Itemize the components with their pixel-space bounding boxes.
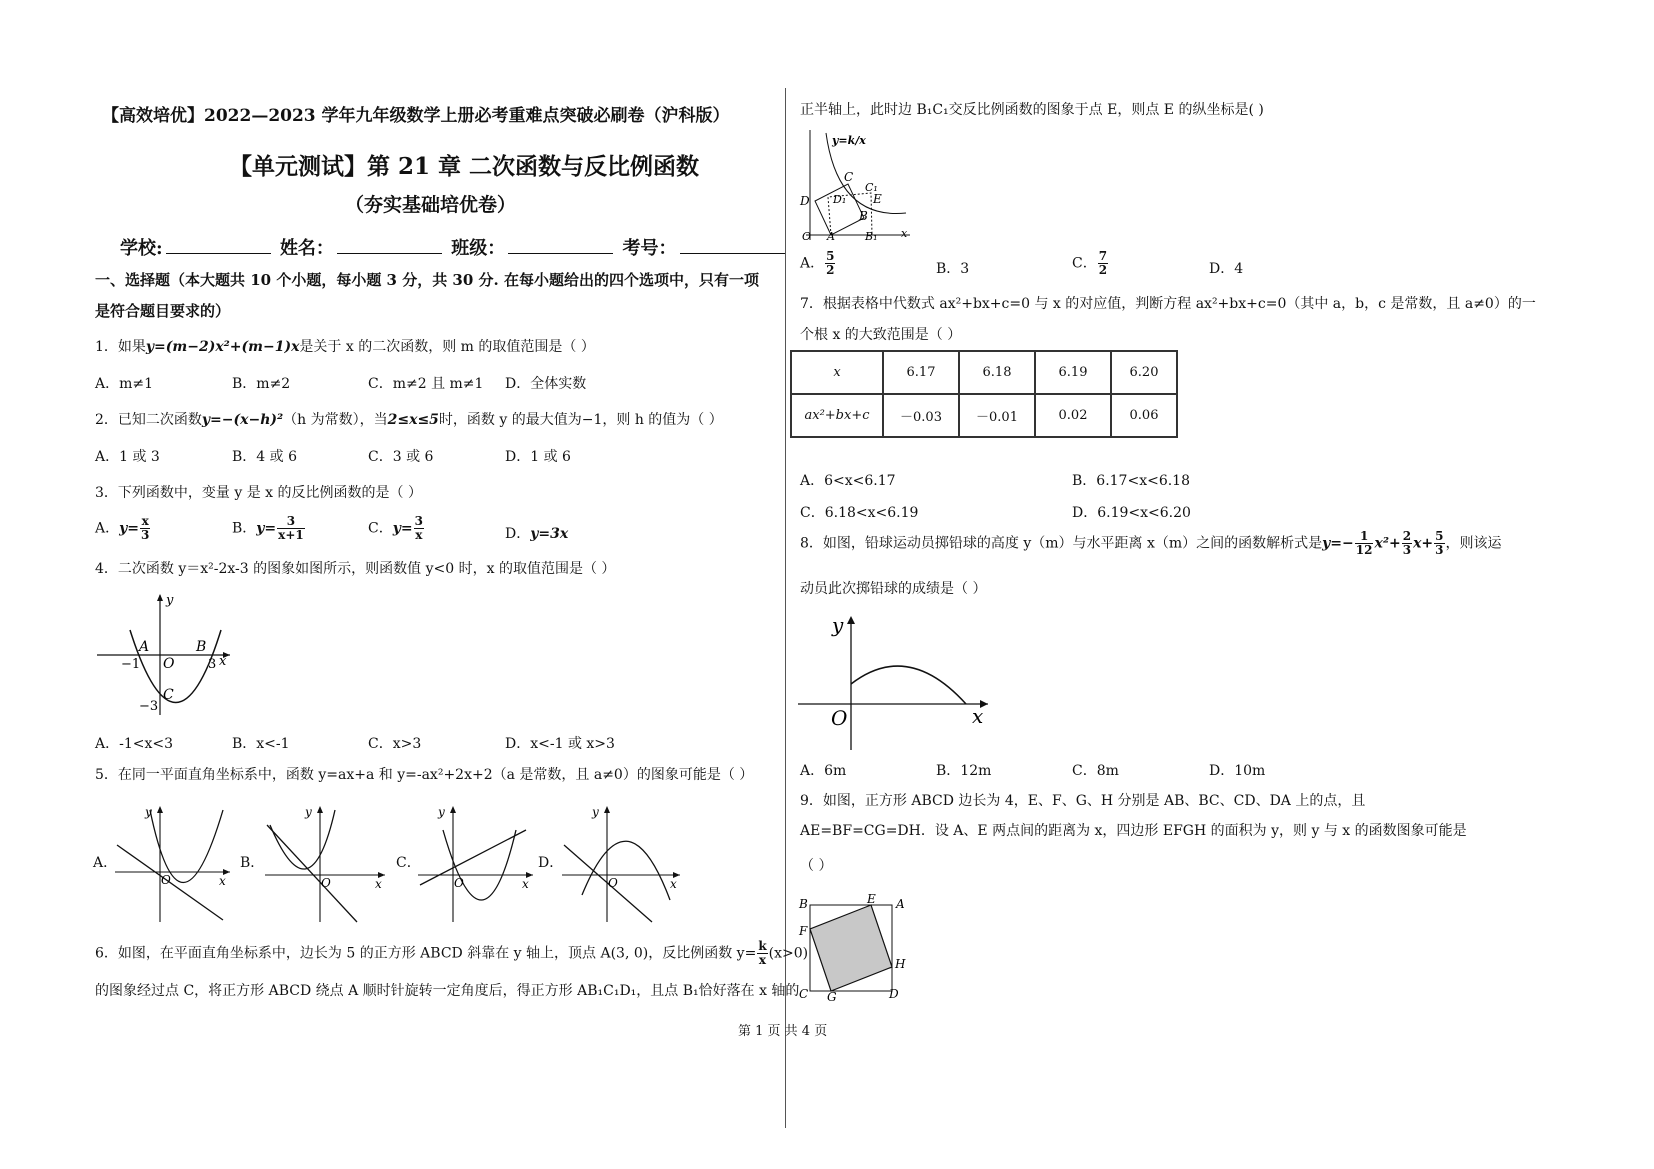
q4-label-3: 3 bbox=[208, 657, 217, 672]
svg-text:C: C bbox=[799, 987, 809, 1001]
question-6-line2: 的图象经过点 C，将正方形 ABCD 绕点 A 顺时针旋转一定角度后，得正方形 AB₁C₁D₁，且点 B₁恰好落在 x 轴的 bbox=[95, 983, 800, 999]
q7-table-row-value bbox=[791, 394, 1177, 437]
question-1 bbox=[95, 336, 595, 356]
q7-cell: ax²+bx+c bbox=[791, 394, 883, 437]
q7-option-d[interactable]: D．6.19<x<6.20 bbox=[1072, 505, 1191, 521]
q5-graph-b bbox=[265, 800, 390, 925]
q2-suffix: 时，函数 y 的最大值为−1，则 h 的值为（ ） bbox=[438, 412, 723, 428]
svg-text:y: y bbox=[145, 805, 152, 819]
q2-option-d[interactable]: D．1 或 6 bbox=[505, 449, 571, 465]
q2-option-c[interactable]: C．3 或 6 bbox=[368, 449, 434, 465]
class-blank[interactable] bbox=[508, 239, 613, 254]
exam-no-label: 考号： bbox=[622, 238, 677, 259]
q4-point-c: C bbox=[163, 687, 174, 703]
q4-point-a: A bbox=[139, 639, 150, 655]
svg-text:x: x bbox=[219, 874, 226, 888]
q1-option-a[interactable]: A．m≠1 bbox=[95, 376, 154, 392]
q4-option-b[interactable]: B．x<-1 bbox=[232, 736, 290, 752]
q4-x-label: x bbox=[219, 654, 227, 669]
q7-value-table bbox=[790, 350, 1178, 438]
q8-option-c[interactable]: C．8m bbox=[1072, 763, 1119, 779]
q2-mid: （h 为常数），当 bbox=[283, 412, 388, 428]
q2-option-b[interactable]: B．4 或 6 bbox=[232, 449, 298, 465]
class-label: 班级： bbox=[451, 238, 506, 259]
exam-no-blank[interactable] bbox=[680, 239, 785, 254]
q8-option-d[interactable]: D．10m bbox=[1209, 763, 1266, 779]
q7-cell: －0.03 bbox=[883, 394, 959, 437]
question-9-line3: （ ） bbox=[800, 858, 833, 874]
svg-text:D: D bbox=[889, 987, 899, 1001]
svg-text:O: O bbox=[608, 876, 618, 890]
name-blank[interactable] bbox=[337, 239, 442, 254]
svg-text:B: B bbox=[799, 897, 808, 911]
svg-text:O: O bbox=[321, 876, 331, 890]
name-label: 姓名： bbox=[279, 238, 334, 259]
q8-option-b[interactable]: B．12m bbox=[936, 763, 992, 779]
svg-text:x: x bbox=[972, 704, 984, 728]
q4-point-b: B bbox=[196, 639, 207, 655]
q4-origin: O bbox=[163, 656, 175, 672]
section-heading-line1: 一、选择题（本大题共 10 个小题，每小题 3 分，共 30 分. 在每小题给出的四个选项中，只有一项 bbox=[95, 271, 759, 289]
svg-text:y: y bbox=[592, 805, 599, 819]
q1-suffix: 是关于 x 的二次函数，则 m 的取值范围是（ ） bbox=[299, 339, 595, 355]
q3-c-fraction: $\frac{3}{x}$ bbox=[414, 514, 423, 542]
question-8-line2: 动员此次掷铅球的成绩是（ ） bbox=[800, 581, 987, 597]
svg-text:y: y bbox=[305, 805, 312, 819]
q7-cell: －0.01 bbox=[959, 394, 1035, 437]
q7-cell: 6.17 bbox=[883, 351, 959, 394]
page-subtitle: （夯实基础培优卷） bbox=[345, 194, 517, 216]
q2-prefix: 2．已知二次函数 bbox=[95, 412, 202, 428]
q4-y-label: y bbox=[166, 593, 174, 608]
svg-text:O: O bbox=[161, 873, 171, 887]
q1-option-d[interactable]: D．全体实数 bbox=[505, 376, 587, 392]
q7-cell: 0.06 bbox=[1111, 394, 1177, 437]
svg-text:H: H bbox=[895, 957, 906, 971]
q4-label-m1: −1 bbox=[121, 657, 141, 672]
q5-option-c[interactable]: C． bbox=[396, 855, 421, 871]
q6-fraction: $\frac{k}{x}$ bbox=[758, 939, 767, 967]
q3-a-fraction: $\frac{x}{3}$ bbox=[141, 514, 150, 542]
q7-cell: 0.02 bbox=[1035, 394, 1111, 437]
q8-trajectory bbox=[851, 666, 966, 704]
section-heading-line2: 是符合题目要求的） bbox=[95, 302, 231, 320]
question-3: 3．下列函数中，变量 y 是 x 的反比例函数的是（ ） bbox=[95, 485, 422, 501]
question-9-line2: AE=BF=CG=DH．设 A、E 两点间的距离为 x，四边形 EFGH 的面积为 y，则 y 与 x 的函数图象可能是 bbox=[800, 823, 1467, 839]
svg-text:x: x bbox=[522, 877, 529, 891]
svg-text:A: A bbox=[896, 897, 905, 911]
svg-text:y: y bbox=[832, 613, 844, 637]
svg-text:G: G bbox=[827, 990, 837, 1004]
q3-option-d[interactable]: D．y=3x bbox=[505, 526, 569, 542]
q7-cell: 6.20 bbox=[1111, 351, 1177, 394]
page-title: 【单元测试】第 21 章 二次函数与反比例函数 bbox=[229, 153, 700, 180]
svg-text:x: x bbox=[375, 877, 382, 891]
q4-option-c[interactable]: C．x>3 bbox=[368, 736, 422, 752]
q9-square-graph bbox=[797, 893, 912, 1005]
q2-formula: y=−(x−h)² bbox=[201, 412, 284, 428]
q7-option-c[interactable]: C．6.18<x<6.19 bbox=[800, 505, 919, 521]
q6-option-a[interactable]: A． $\frac{5}{2}$ bbox=[800, 249, 835, 277]
q7-cell: 6.19 bbox=[1035, 351, 1111, 394]
q4-parabola-graph bbox=[95, 590, 235, 720]
question-8-line1: 8．如图，铅球运动员掷铅球的高度 y（m）与水平距离 x（m）之间的函数解析式是y=− $\frac{1}{12}$ x²+ $\frac{2}{3}$ x+ $\frac{5}{3}$ ，则该运 bbox=[800, 529, 1502, 557]
question-6-line3: 正半轴上，此时边 B₁C₁交反比例函数的图象于点 E，则点 E 的纵坐标是( ) bbox=[800, 102, 1264, 118]
q1-option-c[interactable]: C．m≠2 且 m≠1 bbox=[368, 376, 484, 392]
document-header: 【高效培优】2022—2023 学年九年级数学上册必考重难点突破必刷卷（沪科版） bbox=[102, 106, 730, 126]
q6-square-graph bbox=[798, 125, 913, 243]
svg-text:E: E bbox=[867, 893, 876, 906]
q4-option-d[interactable]: D．x<-1 或 x>3 bbox=[505, 736, 615, 752]
q6-option-c[interactable]: C． $\frac{7}{2}$ bbox=[1072, 249, 1108, 277]
school-blank[interactable] bbox=[166, 239, 271, 254]
q3-option-c[interactable]: C．y= $\frac{3}{x}$ bbox=[368, 514, 423, 542]
q4-option-a[interactable]: A．-1<x<3 bbox=[95, 736, 174, 752]
question-2 bbox=[95, 409, 723, 429]
svg-text:D: D bbox=[800, 194, 810, 208]
q3-b-fraction: $\frac{3}{x+1}$ bbox=[278, 514, 304, 542]
svg-text:B₁: B₁ bbox=[865, 230, 878, 243]
svg-text:B: B bbox=[859, 209, 868, 223]
question-5: 5．在同一平面直角坐标系中，函数 y=ax+a 和 y=-ax²+2x+2（a 是常数，且 a≠0）的图象可能是（ ） bbox=[95, 767, 754, 783]
q1-formula: y=(m−2)x²+(m−1)x bbox=[145, 339, 300, 355]
q7-table-row-x bbox=[791, 351, 1177, 394]
page-footer: 第 1 页 共 4 页 bbox=[738, 1024, 828, 1039]
svg-text:O: O bbox=[831, 706, 848, 730]
svg-text:y: y bbox=[438, 805, 445, 819]
q8-shotput-graph bbox=[798, 610, 998, 755]
q2-option-a[interactable]: A．1 或 3 bbox=[95, 449, 160, 465]
question-4: 4．二次函数 y＝x²-2x-3 的图象如图所示，则函数值 y<0 时，x 的取值范围是（ ） bbox=[95, 561, 616, 577]
q6-func-label: y=k/x bbox=[832, 134, 866, 147]
q6-option-d[interactable]: D．4 bbox=[1209, 261, 1244, 277]
q5-graph-a bbox=[115, 800, 233, 925]
q5-option-d[interactable]: D． bbox=[538, 855, 564, 871]
q3-option-b[interactable]: B．y= $\frac{3}{x+1}$ bbox=[232, 514, 304, 542]
student-info bbox=[120, 234, 788, 260]
svg-text:C: C bbox=[844, 170, 854, 184]
q9-shaded-quadrilateral bbox=[810, 905, 892, 991]
svg-text:F: F bbox=[799, 924, 808, 938]
question-7-line2: 个根 x 的大致范围是（ ） bbox=[800, 327, 962, 343]
question-9-line1: 9．如图，正方形 ABCD 边长为 4，E、F、G、H 分别是 AB、BC、CD、DA 上的点，且 bbox=[800, 793, 1366, 809]
svg-text:O: O bbox=[454, 876, 464, 890]
svg-text:x: x bbox=[901, 227, 908, 240]
q7-option-a[interactable]: A．6<x<6.17 bbox=[800, 473, 896, 489]
q7-cell: x bbox=[791, 351, 883, 394]
q5-graph-c bbox=[418, 800, 538, 925]
school-label: 学校: bbox=[120, 238, 163, 259]
q5-option-a[interactable]: A． bbox=[93, 855, 118, 871]
q1-prefix: 1．如果 bbox=[95, 339, 146, 355]
svg-text:A: A bbox=[827, 230, 835, 243]
svg-text:x: x bbox=[670, 877, 677, 891]
svg-text:C₁: C₁ bbox=[865, 181, 878, 194]
question-6-line1: 6．如图，在平面直角坐标系中，边长为 5 的正方形 ABCD 斜靠在 y 轴上，顶点 A(3, 0)，反比例函数 y= $\frac{k}{x}$ (x>0) bbox=[95, 939, 809, 967]
svg-text:D₁: D₁ bbox=[833, 193, 847, 206]
q7-option-b[interactable]: B．6.17<x<6.18 bbox=[1072, 473, 1190, 489]
q2-range: 2≤x≤5 bbox=[387, 412, 439, 428]
q3-option-a[interactable]: A．y= $\frac{x}{3}$ bbox=[95, 514, 150, 542]
svg-text:E: E bbox=[873, 192, 882, 206]
q5-graph-d bbox=[562, 800, 687, 925]
question-7-line1: 7．根据表格中代数式 ax²+bx+c=0 与 x 的对应值，判断方程 ax²+bx+c=0（其中 a，b，c 是常数，且 a≠0）的一 bbox=[800, 296, 1536, 312]
q4-label-m3: −3 bbox=[139, 699, 159, 714]
q7-cell: 6.18 bbox=[959, 351, 1035, 394]
q8-option-a[interactable]: A．6m bbox=[800, 763, 847, 779]
q1-option-b[interactable]: B．m≠2 bbox=[232, 376, 291, 392]
svg-text:O: O bbox=[802, 230, 812, 243]
q5-option-b[interactable]: B． bbox=[240, 855, 265, 871]
q6-option-b[interactable]: B．3 bbox=[936, 261, 970, 277]
